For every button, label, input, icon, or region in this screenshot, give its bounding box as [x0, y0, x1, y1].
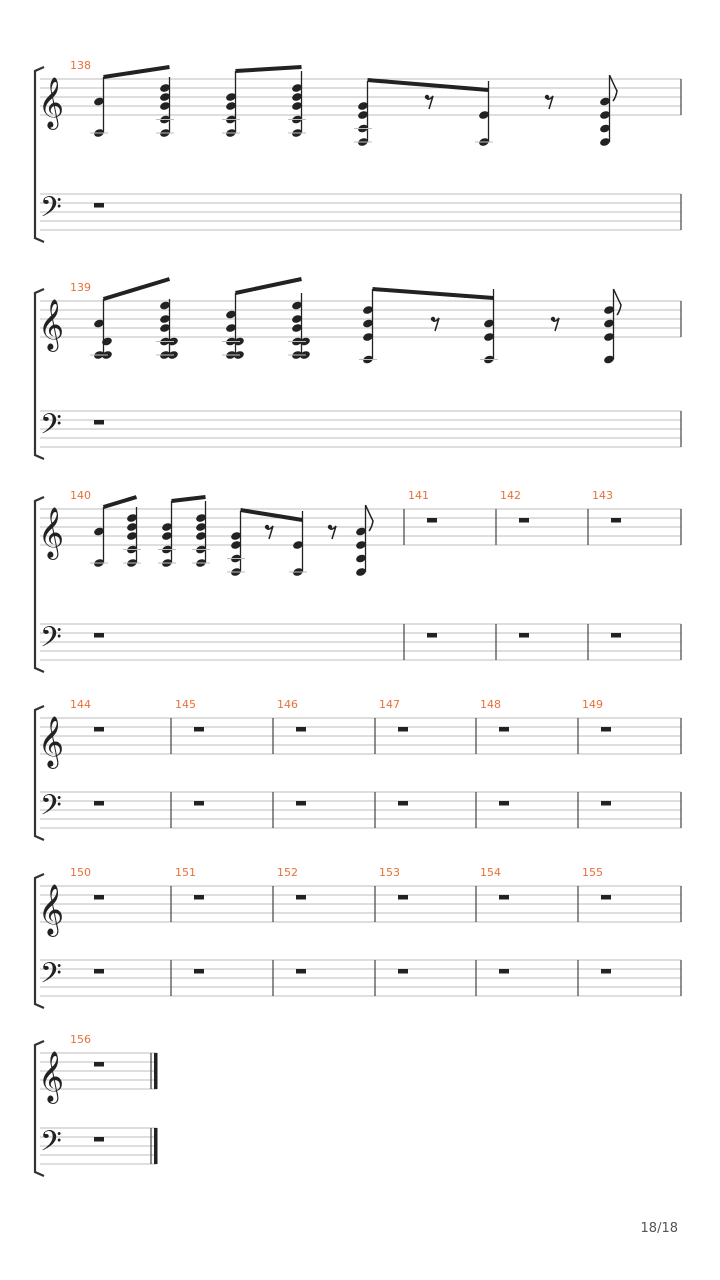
treble-whole-rest — [194, 727, 204, 732]
measure-138 — [70, 59, 617, 208]
measure-number: 151 — [175, 866, 196, 879]
treble-whole-rest — [427, 518, 437, 523]
beam — [104, 279, 170, 299]
chord — [362, 289, 374, 365]
treble-clef: 𝄞 — [38, 1051, 65, 1102]
chord — [93, 507, 105, 568]
final-barline-thick — [154, 1128, 158, 1164]
treble-whole-rest — [94, 727, 104, 732]
bass-whole-rest — [601, 969, 611, 974]
bass-whole-rest — [398, 969, 408, 974]
measure-145 — [175, 698, 204, 806]
eighth-rest — [431, 317, 439, 331]
treble-whole-rest — [398, 895, 408, 900]
chord — [93, 299, 105, 360]
treble-clef: 𝄞 — [38, 716, 65, 767]
measure-152 — [277, 866, 306, 974]
bass-whole-rest — [499, 801, 509, 806]
system — [35, 279, 681, 459]
measure-number: 153 — [379, 866, 400, 879]
bass-whole-rest — [194, 801, 204, 806]
treble-whole-rest — [94, 895, 104, 900]
bass-whole-rest — [499, 969, 509, 974]
measure-142 — [500, 489, 529, 638]
bass-whole-rest — [398, 801, 408, 806]
bass-whole-rest — [296, 801, 306, 806]
measure-number: 149 — [582, 698, 603, 711]
measure-144 — [70, 698, 104, 806]
chord — [357, 81, 369, 147]
bass-clef: 𝄢 — [40, 191, 62, 231]
eighth-rest — [328, 525, 336, 539]
chord — [93, 77, 105, 138]
bass-whole-rest — [427, 633, 437, 638]
bass-whole-rest — [611, 633, 621, 638]
treble-whole-rest — [296, 895, 306, 900]
treble-whole-rest — [499, 727, 509, 732]
measure-156 — [70, 1033, 104, 1142]
page-number: 18/18 — [640, 1221, 678, 1236]
measure-number: 144 — [70, 698, 91, 711]
treble-whole-rest — [519, 518, 529, 523]
measure-147 — [379, 698, 408, 806]
bass-whole-rest — [94, 203, 104, 208]
bass-clef: 𝄢 — [40, 789, 62, 829]
treble-whole-rest — [601, 895, 611, 900]
measure-number: 148 — [480, 698, 501, 711]
bass-whole-rest — [194, 969, 204, 974]
system — [35, 1033, 158, 1176]
measure-number: 139 — [70, 281, 91, 294]
measure-146 — [277, 698, 306, 806]
measure-number: 140 — [70, 489, 91, 502]
bass-clef: 𝄢 — [40, 1125, 62, 1165]
system — [35, 698, 681, 840]
measure-number: 155 — [582, 866, 603, 879]
treble-clef: 𝄞 — [38, 299, 65, 350]
treble-clef: 𝄞 — [38, 884, 65, 935]
chord — [126, 507, 138, 568]
system — [35, 489, 681, 672]
chord-flagged — [599, 75, 617, 147]
chord — [225, 293, 237, 360]
measure-154 — [480, 866, 509, 974]
measure-number: 156 — [70, 1033, 91, 1046]
chord — [291, 71, 303, 138]
bass-clef: 𝄢 — [40, 408, 62, 448]
beam — [373, 289, 494, 298]
measure-143 — [592, 489, 621, 638]
beam — [104, 497, 137, 507]
measure-153 — [379, 866, 408, 974]
final-barline-thick — [154, 1053, 158, 1089]
eighth-rest — [425, 95, 433, 109]
chord — [159, 299, 171, 360]
measure-number: 147 — [379, 698, 400, 711]
system — [35, 866, 681, 1008]
bass-whole-rest — [94, 1137, 104, 1142]
measure-number: 152 — [277, 866, 298, 879]
eighth-rest — [545, 95, 553, 109]
treble-clef: 𝄞 — [38, 507, 65, 558]
chord — [291, 293, 303, 360]
measure-number: 146 — [277, 698, 298, 711]
treble-whole-rest — [499, 895, 509, 900]
chord — [195, 501, 207, 568]
system — [35, 59, 681, 242]
beam — [172, 497, 206, 501]
beam — [104, 67, 170, 77]
measure-150 — [70, 866, 104, 974]
beam — [236, 279, 302, 293]
notehead — [101, 336, 113, 346]
chord-flagged — [355, 505, 373, 577]
chord — [225, 71, 237, 138]
treble-clef: 𝄞 — [38, 77, 65, 128]
chord — [161, 501, 173, 568]
bass-whole-rest — [296, 969, 306, 974]
measure-141 — [408, 489, 437, 638]
bass-whole-rest — [94, 420, 104, 425]
measure-151 — [175, 866, 204, 974]
treble-whole-rest — [194, 895, 204, 900]
treble-whole-rest — [601, 727, 611, 732]
bass-clef: 𝄢 — [40, 957, 62, 997]
measure-155 — [582, 866, 611, 974]
measure-number: 141 — [408, 489, 429, 502]
measure-number: 138 — [70, 59, 91, 72]
treble-whole-rest — [296, 727, 306, 732]
note-flag — [614, 289, 622, 315]
beam — [236, 67, 302, 71]
measure-148 — [480, 698, 509, 806]
measure-number: 143 — [592, 489, 613, 502]
measure-number: 142 — [500, 489, 521, 502]
measure-number: 145 — [175, 698, 196, 711]
chord-flagged — [603, 289, 621, 365]
treble-whole-rest — [94, 1062, 104, 1067]
chord — [230, 511, 242, 577]
chord — [159, 77, 171, 138]
chord — [483, 289, 495, 365]
measure-number: 154 — [480, 866, 501, 879]
bass-whole-rest — [519, 633, 529, 638]
treble-whole-rest — [611, 518, 621, 523]
bass-whole-rest — [94, 633, 104, 638]
bass-whole-rest — [94, 969, 104, 974]
measure-number: 150 — [70, 866, 91, 879]
treble-whole-rest — [398, 727, 408, 732]
eighth-rest — [265, 525, 273, 539]
measure-140 — [70, 489, 373, 638]
bass-clef: 𝄢 — [40, 621, 62, 661]
measure-149 — [582, 698, 611, 806]
bass-whole-rest — [94, 801, 104, 806]
eighth-rest — [551, 317, 559, 331]
bass-whole-rest — [601, 801, 611, 806]
